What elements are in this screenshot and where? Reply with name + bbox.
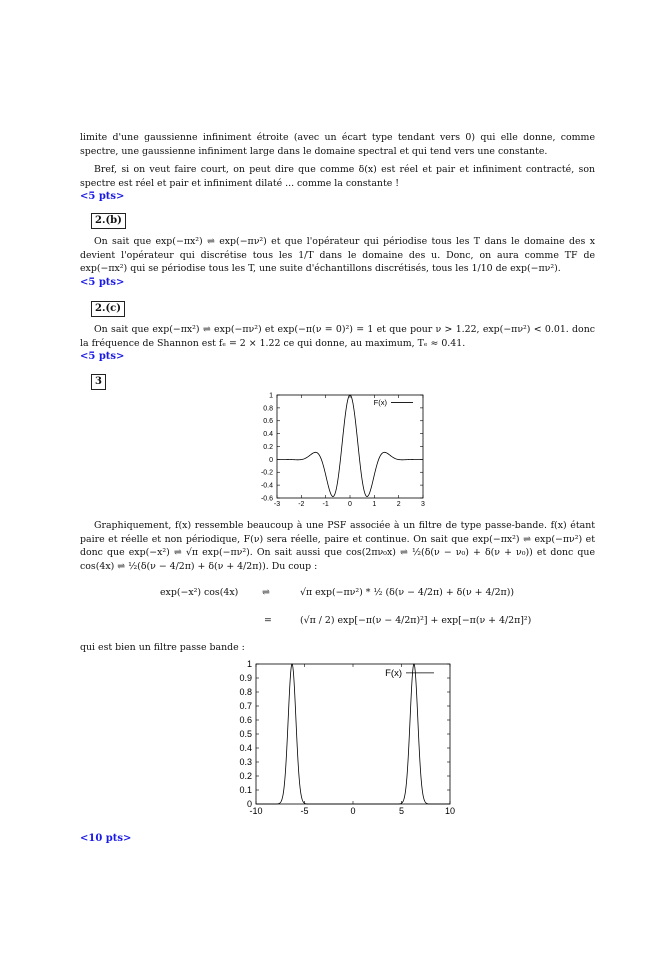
equation-equals: = (264, 615, 272, 626)
points-label: <10 pts> (80, 833, 132, 844)
y-tick-label: 0.7 (239, 701, 252, 712)
y-tick-label: 0.6 (263, 418, 273, 426)
x-tick-label: -2 (298, 501, 305, 508)
paragraph-bref (80, 163, 595, 204)
plot-frame (256, 664, 450, 804)
x-tick-label: 2 (396, 501, 401, 508)
y-tick-label: 0.2 (263, 443, 273, 451)
paragraph-2b (80, 235, 595, 289)
y-tick-label: 0 (246, 799, 252, 810)
equation-rhs-1: √π exp(−πν²) * ½ (δ(ν − 4/2π) + δ(ν + 4/2π)) (300, 587, 515, 598)
x-tick-label: 10 (444, 806, 456, 816)
paragraph-text: On sait que exp(−πx²) ⇌ exp(−πν²) et exp(−π(ν = 0)²) = 1 et que pour ν > 1.22, exp(−πν²) < 0.01. donc la fréquence de Shannon est fₑ = 2 × 1.22 ce qui donne, au maximum, Tₑ ≈ 0.41. (80, 324, 595, 349)
equation-rhs-2: (√π / 2) exp[−π(ν − 4/2π)²] + exp[−π(ν + 4/2π]²) (300, 615, 532, 626)
equation-lhs: exp(−x²) cos(4x) (160, 587, 239, 598)
paragraph-text: On sait que exp(−πx²) ⇌ exp(−πν²) et que l'opérateur qui périodise tous les T dans le domaine des x devient l'opérateur qui discrétise tous les 1/T dans le domaine des u. Donc, on aura comme TF de exp(−πx²) qui se périodise tous les T, une suite d'échantillons discrétisés, tous les 1/10 de exp(−πν²). (80, 236, 595, 274)
y-tick-label: 0 (269, 456, 273, 464)
chart-bandpass (220, 657, 465, 824)
x-tick-label: -1 (322, 501, 329, 508)
points-label: <5 pts> (80, 351, 125, 362)
y-tick-label: 0.4 (239, 743, 252, 754)
paragraph-3 (80, 519, 595, 573)
section-heading-2b: 2.(b) (91, 213, 126, 229)
paragraph-text: Graphiquement, f(x) ressemble beaucoup à une PSF associée à un filtre de type passe-bande. f(x) étant paire et réelle et non périodique, F(ν) sera réelle, paire et continue. On sait que exp(−πx²) ⇌ exp(−πν²) et donc que exp(−x²) ⇌ √π exp(−πν²). On sait aussi que cos(2πν₀x) ⇌ ½(δ(ν − ν₀) + δ(ν + ν₀)) et donc que cos(4x) ⇌ ½(δ(ν − 4/2π) + δ(ν + 4/2π)). Du coup : (80, 520, 595, 572)
paragraph-after (80, 641, 595, 655)
x-tick-label: 3 (421, 501, 425, 508)
y-tick-label: 0.4 (263, 431, 273, 439)
y-tick-label: 0.9 (239, 673, 252, 684)
series-line-F(x) (277, 395, 423, 497)
y-tick-label: 1 (246, 659, 252, 670)
y-tick-label: 0.6 (239, 715, 252, 726)
x-tick-label: 1 (372, 501, 377, 508)
series-line-F(x) (256, 664, 450, 804)
y-tick-label: 0.1 (239, 785, 252, 796)
chart-psf (250, 388, 435, 513)
y-tick-label: 0.8 (263, 405, 273, 413)
section-heading-2c: 2.(c) (91, 301, 125, 317)
x-tick-label: -5 (300, 806, 309, 816)
y-tick-label: -0.2 (260, 469, 273, 477)
y-tick-label: 0.5 (239, 729, 252, 740)
y-tick-label: 1 (269, 392, 273, 400)
y-tick-label: -0.4 (260, 482, 273, 490)
x-tick-label: 0 (350, 806, 356, 816)
paragraph-intro (80, 131, 595, 158)
x-tick-label: 0 (348, 501, 352, 508)
legend-label: F(x) (385, 668, 402, 679)
y-tick-label: -0.6 (260, 495, 273, 503)
y-tick-label: 0.2 (239, 771, 252, 782)
plot-frame (277, 395, 423, 498)
paragraph-text: qui est bien un filtre passe bande : (80, 642, 245, 653)
section-heading-3: 3 (91, 374, 106, 390)
points-label: <5 pts> (80, 276, 125, 288)
points-final (80, 832, 595, 846)
legend-label: F(x) (373, 398, 387, 407)
paragraph-text: Bref, si on veut faire court, on peut dire que comme δ(x) est réel et pair et infiniment contracté, son spectre est réel et pair et infiniment dilaté ... comme la constante ! (80, 164, 595, 189)
x-tick-label: 5 (398, 806, 405, 816)
y-tick-label: 0.8 (239, 687, 252, 698)
paragraph-2c (80, 323, 595, 364)
paragraph-text: limite d'une gaussienne infiniment étroite (avec un écart type tendant vers 0) qui elle donne, comme spectre, une gaussienne infiniment large dans le domaine spectral et qui tend vers une constante. (80, 132, 595, 157)
points-label: <5 pts> (80, 191, 125, 202)
y-tick-label: 0.3 (239, 757, 252, 768)
x-tick-label: -3 (273, 501, 281, 508)
x-tick-label: -10 (249, 806, 263, 816)
equation-operator: ⇌ (262, 587, 270, 598)
